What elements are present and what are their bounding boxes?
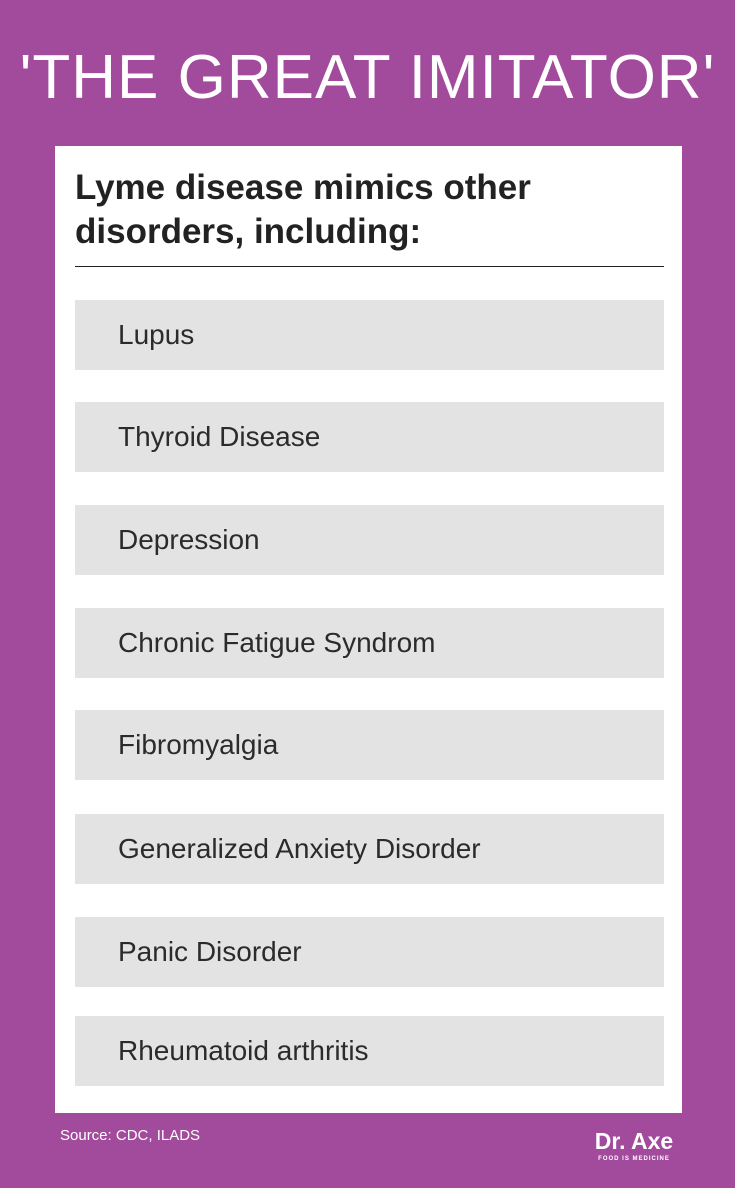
- brand-name: Dr. Axe: [594, 1128, 674, 1154]
- list-item: [75, 917, 664, 987]
- list-item: [75, 505, 664, 575]
- list-item-label: Chronic Fatigue Syndrom: [118, 627, 436, 658]
- list-item-label: Lupus: [118, 319, 195, 350]
- content-card: [55, 146, 682, 1113]
- heading-divider: [75, 266, 664, 267]
- list-item-label: Depression: [118, 524, 260, 555]
- list-item: [75, 300, 664, 370]
- card-heading: Lyme disease mimics other disorders, including:: [75, 168, 531, 251]
- list-item-label: Fibromyalgia: [118, 729, 279, 760]
- list-item-label: Rheumatoid arthritis: [118, 1035, 369, 1066]
- list-item-label: Thyroid Disease: [118, 421, 321, 452]
- list-item: [75, 710, 664, 780]
- list-item: [75, 402, 664, 472]
- page-title: 'THE GREAT IMITATOR': [19, 43, 716, 112]
- source-credit: Source: CDC, ILADS: [60, 1127, 201, 1144]
- list-item: [75, 1016, 664, 1086]
- list-item-label: Panic Disorder: [118, 936, 302, 967]
- list-item: [75, 814, 664, 884]
- brand-tagline: FOOD IS MEDICINE: [598, 1156, 670, 1162]
- list-item: [75, 608, 664, 678]
- brand-logo: [588, 1128, 680, 1164]
- list-item-label: Generalized Anxiety Disorder: [118, 833, 481, 864]
